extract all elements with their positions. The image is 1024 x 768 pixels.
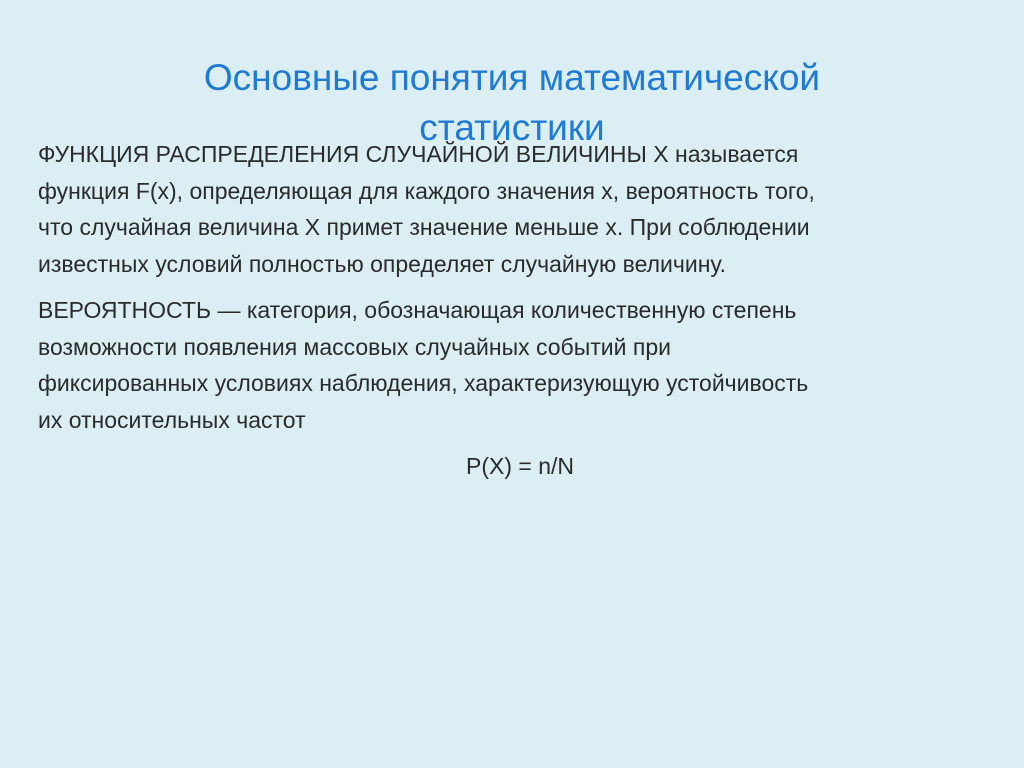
text-line: известных условий полностью определяет случайную величину. [38,250,726,277]
text-line: функция F(x), определяющая для каждого значения x, вероятность того, [38,177,815,204]
probability-formula: P(X) = n/N [465,453,574,479]
text-line: ФУНКЦИЯ РАСПРЕДЕЛЕНИЯ СЛУЧАЙНОЙ ВЕЛИЧИНЫ Х называется [38,141,799,167]
text-line: что случайная величина Х примет значение меньше x. При соблюдении [38,214,810,240]
text-line: ВЕРОЯТНОСТЬ — категория, обозначающая количественную степень [38,297,797,323]
slide-title-line-2: статистики [419,106,605,148]
slide-title-line-1: Основные понятия математической [203,56,821,98]
slide-body [38,136,998,438]
probability-definition [38,292,998,438]
text-line: их относительных частот [38,406,306,433]
distribution-function-definition [38,136,998,282]
text-line: фиксированных условиях наблюдения, характеризующую устойчивость [38,370,809,396]
text-line: возможности появления массовых случайных событий при [38,333,671,360]
